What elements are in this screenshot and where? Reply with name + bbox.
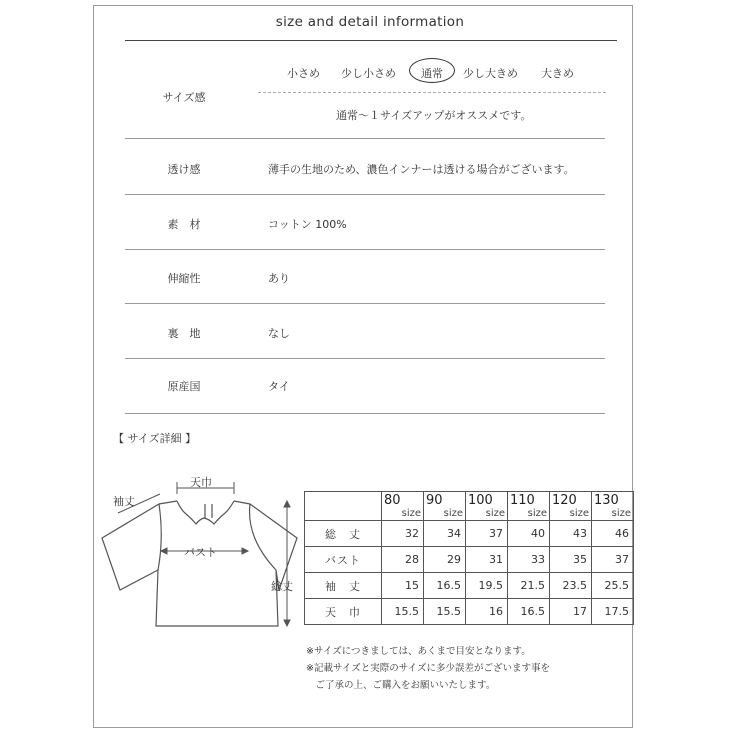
fit-selected-marker	[409, 58, 455, 83]
lining-value: なし	[268, 327, 290, 340]
table-cell: 37	[592, 547, 634, 573]
table-cell: 46	[592, 521, 634, 547]
row-divider	[125, 413, 605, 414]
row-label: 袖 丈	[305, 573, 382, 599]
table-cell: 32	[382, 521, 424, 547]
fit-recommendation: 通常～１サイズアップがオススメです。	[336, 109, 532, 122]
table-cell: 17.5	[592, 599, 634, 625]
size-table-corner	[305, 492, 382, 521]
table-cell: 15.5	[424, 599, 466, 625]
table-cell: 37	[466, 521, 508, 547]
table-cell: 16	[466, 599, 508, 625]
stretch-label: 伸縮性	[167, 272, 201, 285]
table-row	[305, 599, 634, 625]
table-row	[305, 547, 634, 573]
transparency-label: 透け感	[167, 163, 201, 176]
row-divider	[125, 358, 605, 359]
table-cell: 34	[424, 521, 466, 547]
lining-label: 裏 地	[167, 327, 201, 340]
diagram-label-length: 総丈	[271, 580, 293, 593]
row-label: 天 巾	[305, 599, 382, 625]
table-cell: 43	[550, 521, 592, 547]
table-cell: 31	[466, 547, 508, 573]
table-cell: 15.5	[382, 599, 424, 625]
diagram-label-bust: バスト	[184, 546, 217, 559]
row-divider	[125, 249, 605, 250]
note-line: ※サイズにつきましては、あくまで目安となります。	[306, 646, 531, 657]
size-header-cell	[466, 492, 508, 521]
size-header-unit: size	[611, 508, 631, 519]
table-cell: 16.5	[508, 599, 550, 625]
origin-label: 原産国	[167, 380, 201, 393]
size-header-number: 110	[510, 493, 535, 508]
transparency-value: 薄手の生地のため、濃色インナーは透ける場合がございます。	[268, 163, 575, 176]
table-cell: 15	[382, 573, 424, 599]
page-title: size and detail information	[275, 14, 465, 30]
table-cell: 25.5	[592, 573, 634, 599]
table-cell: 23.5	[550, 573, 592, 599]
row-divider	[125, 303, 605, 304]
table-cell: 40	[508, 521, 550, 547]
row-label: バスト	[305, 547, 382, 573]
fit-scale-item: 小さめ	[287, 67, 320, 80]
size-header-unit: size	[527, 508, 547, 519]
size-header-number: 130	[594, 493, 619, 508]
size-header-cell	[382, 492, 424, 521]
size-header-cell	[550, 492, 592, 521]
size-table	[304, 491, 634, 625]
diagram-label-width: 天巾	[190, 476, 212, 489]
size-header-cell	[424, 492, 466, 521]
size-header-unit: size	[485, 508, 505, 519]
fit-scale-item-selected: 通常	[421, 67, 443, 80]
fit-scale-item: 少し大きめ	[463, 67, 518, 80]
note-line: ご了承の上、ご購入をお願いいたします。	[306, 680, 496, 691]
table-cell: 29	[424, 547, 466, 573]
table-cell: 28	[382, 547, 424, 573]
size-header-number: 100	[468, 493, 493, 508]
material-value: コットン 100%	[268, 218, 347, 231]
table-cell: 21.5	[508, 573, 550, 599]
row-divider	[125, 194, 605, 195]
table-cell: 17	[550, 599, 592, 625]
size-header-cell	[508, 492, 550, 521]
fit-label: サイズ感	[162, 91, 206, 104]
size-header-unit: size	[443, 508, 463, 519]
size-header-unit: size	[401, 508, 421, 519]
table-row	[305, 573, 634, 599]
stretch-value: あり	[268, 272, 290, 285]
diagram-label-sleeve: 袖丈	[113, 495, 135, 508]
table-cell: 35	[550, 547, 592, 573]
fit-scale-item: 少し小さめ	[341, 67, 396, 80]
size-header-number: 120	[552, 493, 577, 508]
fit-scale-dashline	[258, 92, 606, 93]
origin-value: タイ	[268, 380, 290, 393]
table-cell: 19.5	[466, 573, 508, 599]
size-header-cell	[592, 492, 634, 521]
size-header-number: 80	[384, 493, 401, 508]
table-cell: 16.5	[424, 573, 466, 599]
size-header-unit: size	[569, 508, 589, 519]
material-label: 素 材	[167, 218, 201, 231]
size-header-number: 90	[426, 493, 443, 508]
table-row	[305, 521, 634, 547]
note-line: ※記載サイズと実際のサイズに多少誤差がございます事を	[306, 663, 550, 674]
title-divider	[125, 40, 617, 41]
size-table-header	[305, 492, 634, 521]
row-label: 総 丈	[305, 521, 382, 547]
table-cell: 33	[508, 547, 550, 573]
size-detail-heading: 【 サイズ詳細 】	[113, 432, 197, 445]
fit-scale-item: 大きめ	[541, 67, 574, 80]
row-divider	[125, 138, 605, 139]
